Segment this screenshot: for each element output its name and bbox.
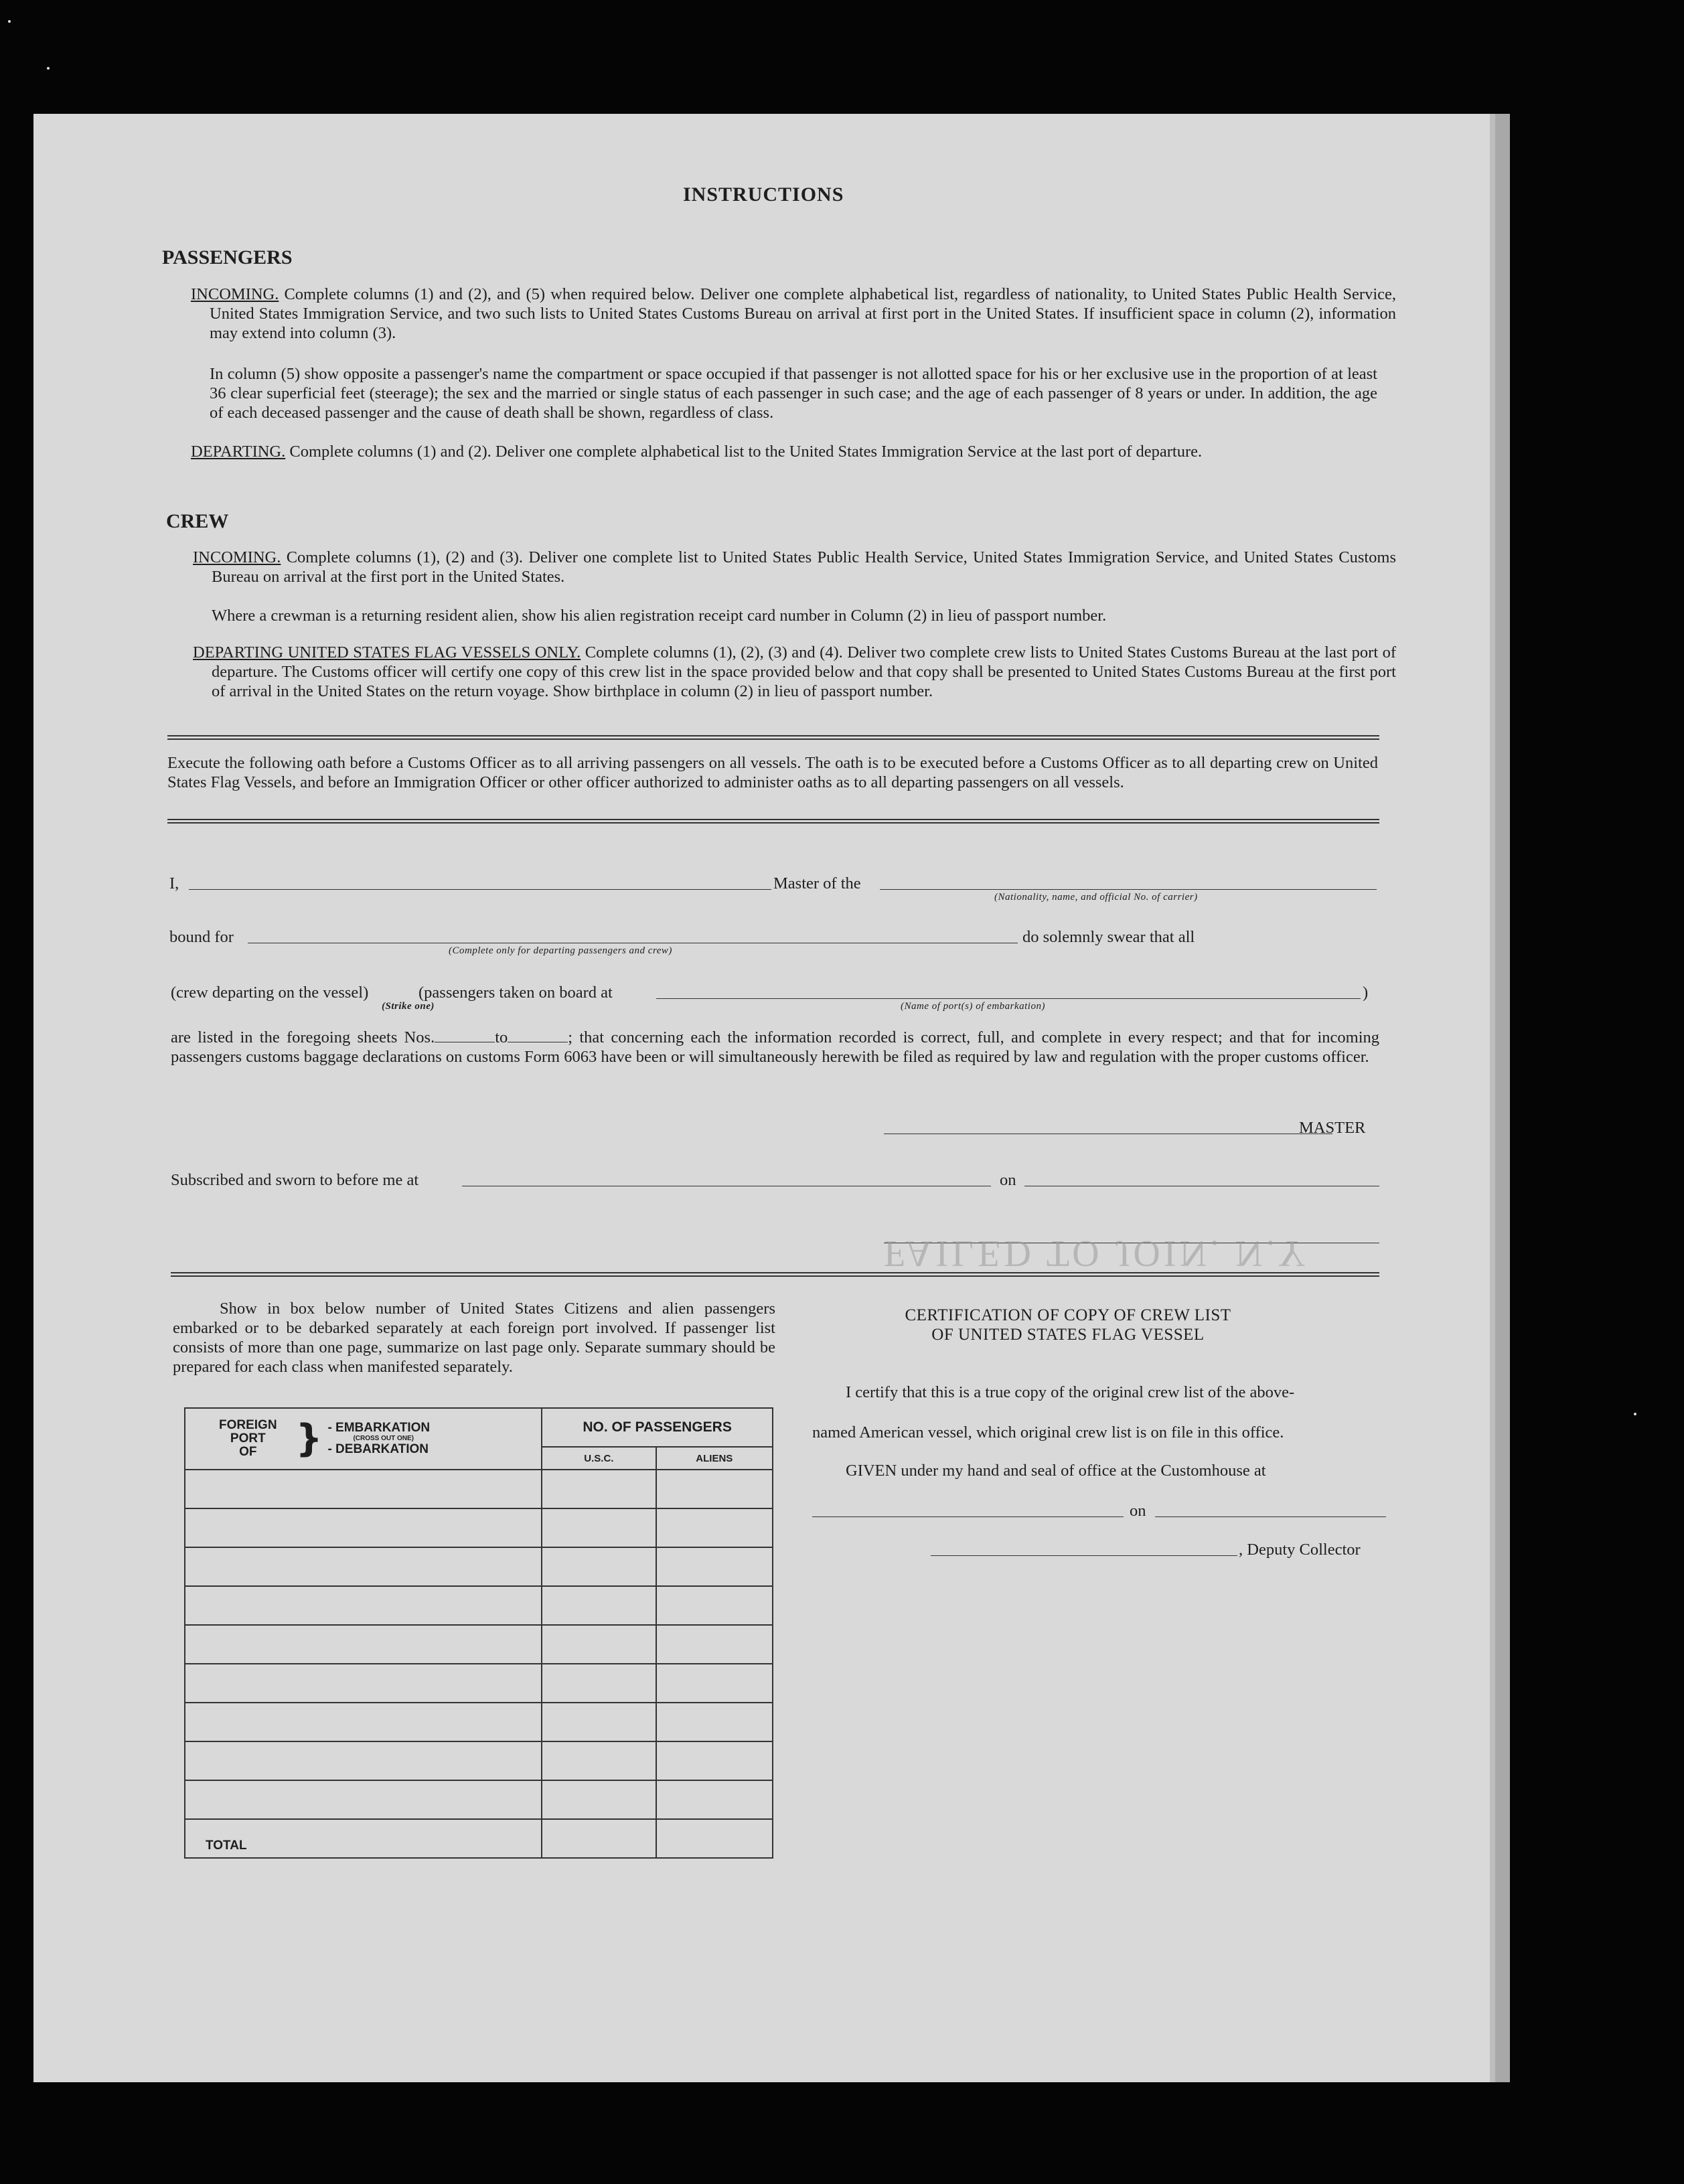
usc-cell[interactable] (542, 1470, 656, 1508)
certify-line-2: named American vessel, which original crew list is on file in this office. (812, 1423, 1284, 1441)
usc-cell[interactable] (542, 1547, 656, 1586)
crew-departing-text: Complete columns (1), (2), (3) and (4). Deliver two complete crew lists to United States Customs Bureau at the last port of departure. The Customs officer will certify one copy of this crew list in the space provided below and that copy shall be presented to United States Customs Bureau at the first port of arrival in the United States on the return voyage. Show birthplace in column (2) in lieu of passport number. (212, 643, 1396, 700)
passengers-departing-text: Complete columns (1) and (2). Deliver one complete alphabetical list to the United States Immigration Service at the last port of departure. (289, 443, 1203, 461)
crew-departing-label: DEPARTING UNITED STATES FLAG VESSELS ONLY. (193, 643, 581, 661)
embarkation-label: - EMBARKATION (327, 1421, 431, 1435)
no-of-passengers-header: NO. OF PASSENGERS (542, 1408, 773, 1447)
port-cell[interactable] (185, 1664, 542, 1703)
passengers-column5: In column (5) show opposite a passenger's name the compartment or space occupied if that passenger is not allotted space for his or her exclusive use in the proportion of at least 36 clear superficial feet (steerage); the sex and the married or single status of each passenger in such case; and the age of each passenger of 8 years or under. In addition, the age of each deceased passenger and the cause of death shall be shown, regardless of class. (210, 365, 1377, 422)
passengers-departing (191, 442, 1396, 461)
crew-heading: CREW (166, 510, 229, 532)
aliens-cell[interactable] (656, 1508, 773, 1547)
embarkation-port-field[interactable] (656, 998, 1361, 999)
subscribed-label: Subscribed and sworn to before me at (171, 1171, 419, 1189)
close-paren: ) (1363, 984, 1369, 1002)
master-of-label: Master of the (773, 874, 861, 892)
aliens-cell[interactable] (656, 1780, 773, 1819)
listed-b: ; that concerning each the information recorded is correct, full, and complete in every respect; and that for incoming passengers customs baggage declarations on customs Form 6063 have been or will simultaneously herewith be filed as required by law and regulation with the proper customs officer. (171, 1028, 1379, 1066)
deputy-collector-label: , Deputy Collector (1239, 1541, 1361, 1559)
port-cell[interactable] (185, 1547, 542, 1586)
crew-incoming-text: Complete columns (1), (2) and (3). Deliver one complete list to United States Public Health Service, United States Immigration Service, and United States Customs Bureau on arrival at the first port in the United States. (212, 548, 1396, 586)
brace-icon: } (295, 1417, 323, 1460)
port-cell[interactable] (185, 1470, 542, 1508)
bound-for-label: bound for (169, 928, 234, 946)
passengers-heading: PASSENGERS (162, 246, 293, 268)
given-text: GIVEN under my hand and seal of office at the Customhouse at (846, 1462, 1266, 1480)
port-caption: (Name of port(s) of embarkation) (901, 1001, 1045, 1012)
port-cell[interactable] (185, 1625, 542, 1664)
aliens-cell[interactable] (656, 1470, 773, 1508)
crew-resident: Where a crewman is a returning resident alien, show his alien registration receipt card number in Column (2) in lieu of passport number. (212, 607, 1107, 625)
swear-text: do solemnly swear that all (1022, 928, 1195, 946)
passengers-incoming-label: INCOMING. (191, 285, 279, 303)
double-rule (167, 735, 1379, 740)
aliens-total-cell[interactable] (656, 1819, 773, 1858)
port-cell[interactable] (185, 1703, 542, 1741)
certify-line-1: I certify that this is a true copy of the original crew list of the above- (846, 1383, 1295, 1401)
port-cell[interactable] (185, 1586, 542, 1625)
cross-out-label: (CROSS OUT ONE) (353, 1435, 414, 1442)
customhouse-field[interactable] (812, 1516, 1124, 1517)
certification-date-field[interactable] (1155, 1516, 1386, 1517)
crew-incoming-label: INCOMING. (193, 548, 281, 566)
usc-header: U.S.C. (542, 1447, 656, 1470)
listed-a: are listed in the foregoing sheets Nos. (171, 1028, 435, 1046)
double-rule (171, 1272, 1379, 1277)
passengers-incoming (191, 285, 1396, 343)
foreign-port-label: FOREIGN PORT OF (219, 1418, 277, 1459)
aliens-cell[interactable] (656, 1586, 773, 1625)
double-rule (167, 819, 1379, 824)
port-cell[interactable] (185, 1508, 542, 1547)
passengers-taken-option: (passengers taken on board at (418, 984, 613, 1002)
aliens-cell[interactable] (656, 1664, 773, 1703)
port-cell[interactable] (185, 1780, 542, 1819)
bound-caption: (Complete only for departing passengers and crew) (449, 945, 672, 956)
usc-cell[interactable] (542, 1780, 656, 1819)
usc-total-cell[interactable] (542, 1819, 656, 1858)
aliens-cell[interactable] (656, 1741, 773, 1780)
passenger-summary-table (184, 1407, 773, 1859)
aliens-cell[interactable] (656, 1703, 773, 1741)
listed-to: to (495, 1028, 508, 1046)
form-page (33, 114, 1490, 2082)
carrier-field[interactable] (880, 889, 1377, 890)
crew-departing-option: (crew departing on the vessel) (171, 984, 369, 1002)
usc-cell[interactable] (542, 1703, 656, 1741)
aliens-cell[interactable] (656, 1547, 773, 1586)
strike-caption: (Strike one) (382, 1001, 435, 1012)
listed-statement (171, 1028, 1379, 1067)
certification-on-label: on (1130, 1502, 1146, 1520)
carrier-caption: (Nationality, name, and official No. of carrier) (994, 892, 1198, 903)
page-edge-shadow (1490, 114, 1510, 2082)
crew-departing (193, 643, 1396, 701)
usc-cell[interactable] (542, 1741, 656, 1780)
usc-cell[interactable] (542, 1508, 656, 1547)
deputy-signature-field[interactable] (931, 1555, 1237, 1556)
passengers-departing-label: DEPARTING. (191, 443, 286, 461)
oath-i-label: I, (169, 874, 179, 892)
oath-intro: Execute the following oath before a Customs Officer as to all arriving passengers on all vessels. The oath is to be executed before a Customs Officer as to all departing crew on United States Flag Vessels, and before an Immigration Officer or other officer authorized to administer oaths as to all departing passengers on all vessels. (167, 754, 1378, 791)
debarkation-label: - DEBARKATION (327, 1442, 429, 1456)
usc-cell[interactable] (542, 1625, 656, 1664)
aliens-header: ALIENS (656, 1447, 773, 1470)
usc-cell[interactable] (542, 1664, 656, 1703)
passengers-incoming-text: Complete columns (1) and (2), and (5) when required below. Deliver one complete alphabetical list, regardless of nationality, to United States Public Health Service, United States Immigration Service, and two such lists to United States Customs Bureau on arrival at first port in the United States. If insufficient space in column (2), information may extend into column (3). (210, 285, 1397, 342)
certification-title: CERTIFICATION OF COPY OF CREW LIST OF UNITED STATES FLAG VESSEL (905, 1306, 1231, 1344)
port-cell[interactable] (185, 1741, 542, 1780)
crew-incoming (193, 548, 1396, 587)
sworn-on-label: on (1000, 1171, 1016, 1189)
total-label: TOTAL (185, 1819, 542, 1858)
aliens-cell[interactable] (656, 1625, 773, 1664)
summary-instructions: Show in box below number of United States Citizens and alien passengers embarked or to be debarked separately at each foreign port involved. If passenger list consists of more than one page, summarize on last page only. Separate summary should be prepared for each class when manifested separately. (173, 1300, 775, 1376)
failed-to-join-stamp: FAILED TO JOIN. N.Y (884, 1233, 1309, 1274)
master-label: MASTER (1299, 1119, 1366, 1137)
port-header-cell (185, 1408, 542, 1470)
master-name-field[interactable] (189, 889, 771, 890)
page-title: INSTRUCTIONS (683, 183, 844, 206)
usc-cell[interactable] (542, 1586, 656, 1625)
